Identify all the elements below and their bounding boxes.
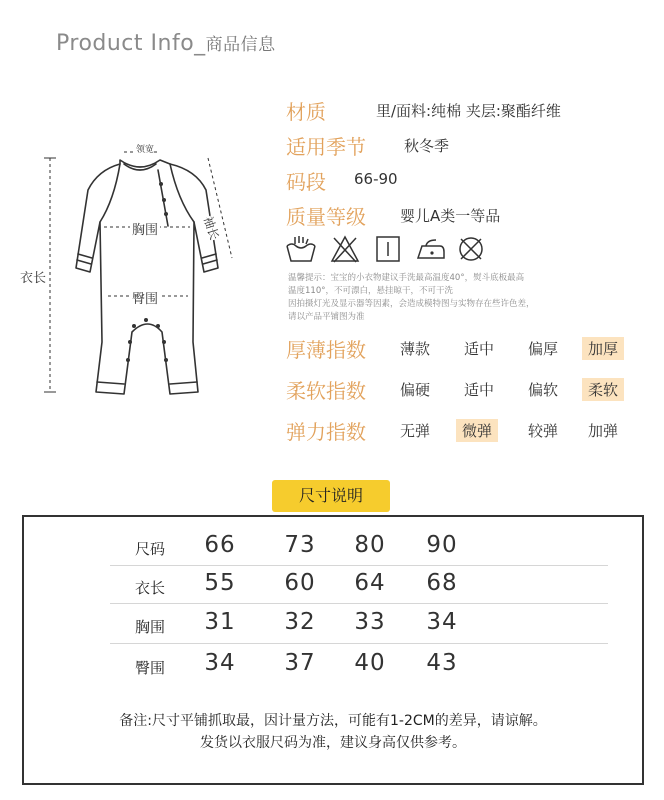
- garment-diagram: [20, 130, 260, 430]
- thickness-option-extra-thick: 加厚: [582, 337, 624, 360]
- size-cell: 34: [204, 650, 236, 676]
- title-chinese: 商品信息: [205, 35, 276, 55]
- elasticity-index-label: 弹力指数: [286, 420, 366, 444]
- title-english: Product Info_: [56, 31, 206, 56]
- spec-label-size-range: 码段: [286, 170, 326, 194]
- size-cell: 60: [284, 570, 316, 596]
- size-cell: 55: [204, 570, 236, 596]
- size-row-label-size: 尺码: [134, 540, 165, 558]
- romper-illustration: [20, 130, 260, 430]
- care-note-line-2: 温度110°，不可漂白，悬挂晾干，不可干洗: [288, 286, 453, 296]
- size-cell: 43: [426, 650, 458, 676]
- size-cell: 66: [204, 532, 236, 558]
- size-cell: 32: [284, 609, 316, 635]
- row-divider: [110, 603, 608, 604]
- row-divider: [110, 565, 608, 566]
- no-dry-clean-icon: [456, 234, 486, 264]
- softness-option-very-soft: 柔软: [582, 378, 624, 401]
- hip-label: 臀围: [130, 288, 160, 307]
- size-row-label-length: 衣长: [134, 579, 165, 597]
- care-note-line-3: 因拍摄灯光及显示器等因素，会造成模特图与实物存在些许色差，: [288, 299, 535, 309]
- spec-label-quality: 质量等级: [286, 205, 366, 229]
- size-row-label-hip: 臀围: [134, 659, 165, 677]
- spec-label-season: 适用季节: [286, 135, 366, 159]
- no-bleach-icon: [330, 234, 360, 264]
- sleeve-length-label: 袖长: [200, 214, 222, 242]
- size-cell: 33: [354, 609, 386, 635]
- care-icons: [284, 234, 504, 268]
- spec-value-season: 秋冬季: [404, 137, 450, 155]
- spec-value-quality: 婴儿A类一等品: [400, 207, 501, 225]
- care-note-line-4: 请以产品平铺图为准: [288, 312, 365, 322]
- thickness-option-thin: 薄款: [400, 340, 431, 358]
- spec-value-size-range: 66-90: [354, 170, 398, 188]
- hang-dry-icon: [374, 234, 402, 264]
- hand-wash-icon: [284, 234, 318, 264]
- size-note-line-2: 发货以衣服尺码为准，建议身高仅供参考。: [200, 735, 466, 751]
- spec-value-material: 里/面料:纯棉 夹层:聚酯纤维: [376, 102, 561, 120]
- body-length-label: 衣长: [20, 266, 46, 287]
- thickness-index-label: 厚薄指数: [286, 338, 366, 362]
- page-title: [56, 30, 276, 56]
- chest-label: 胸围: [130, 219, 160, 238]
- elasticity-option-moderate: 较弹: [528, 422, 559, 440]
- thickness-option-medium: 适中: [464, 340, 495, 358]
- size-cell: 80: [354, 532, 386, 558]
- size-cell: 64: [354, 570, 386, 596]
- row-divider: [110, 643, 608, 644]
- softness-option-soft: 偏软: [528, 381, 559, 399]
- elasticity-option-high: 加弹: [588, 422, 619, 440]
- elasticity-option-none: 无弹: [400, 422, 431, 440]
- size-cell: 34: [426, 609, 458, 635]
- size-section-title: 尺寸说明: [272, 480, 390, 512]
- size-cell: 40: [354, 650, 386, 676]
- elasticity-option-slight: 微弹: [456, 419, 498, 442]
- size-cell: 73: [284, 532, 316, 558]
- softness-option-medium: 适中: [464, 381, 495, 399]
- thickness-option-thick: 偏厚: [528, 340, 559, 358]
- size-cell: 90: [426, 532, 458, 558]
- size-row-label-chest: 胸围: [134, 618, 165, 636]
- size-cell: 37: [284, 650, 316, 676]
- collar-width-label: 领宽: [136, 142, 154, 155]
- size-cell: 31: [204, 609, 236, 635]
- softness-option-firm: 偏硬: [400, 381, 431, 399]
- size-note-line-1: 备注:尺寸平铺抓取最，因计量方法，可能有1-2CM的差异，请谅解。: [119, 713, 547, 729]
- care-note-line-1: 温馨提示：宝宝的小衣物建议手洗最高温度40°，熨斗底板最高: [288, 273, 525, 283]
- size-cell: 68: [426, 570, 458, 596]
- spec-label-material: 材质: [286, 100, 326, 124]
- low-iron-icon: [414, 234, 448, 264]
- softness-index-label: 柔软指数: [286, 379, 366, 403]
